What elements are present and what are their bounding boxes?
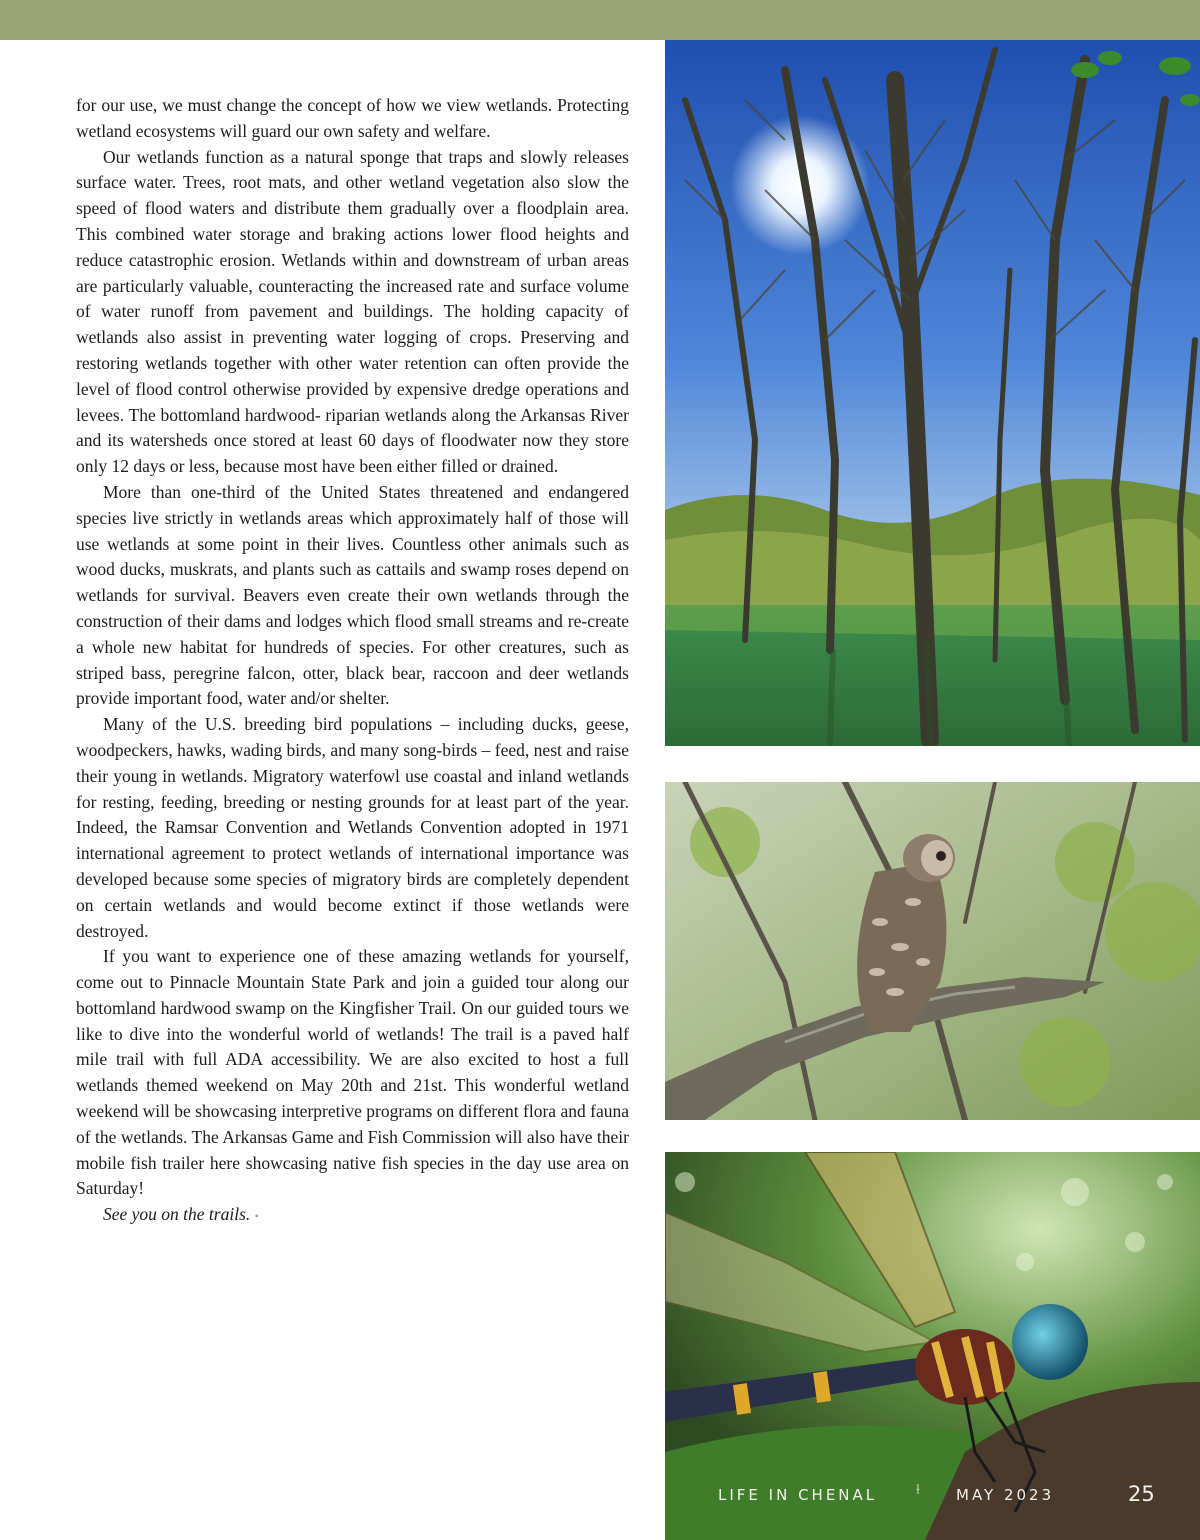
issue-date: MAY 2023 (956, 1486, 1055, 1504)
page-number: 25 (1128, 1482, 1155, 1506)
article-paragraph: More than one-third of the United States threatened and endangered species live strictly in wetlands areas which approximately half of those will use wetlands at some point in their lives. Countless other animals such as wood ducks, muskrats, and plants such as cattails and swamp roses depend on wetlands for survival. Beavers even create their own wetlands through the construction of their dams and lodges which flood small streams and re-create a whole new habitat for hundreds of species. For other creatures, such as striped bass, peregrine falcon, otter, black bear, raccoon and deer wetlands provide important food, water and/or shelter. (76, 481, 629, 709)
header-color-band (0, 0, 1200, 40)
barred-owl-photo (665, 782, 1200, 1120)
article-signoff (76, 1202, 629, 1230)
swamp-trees-photo (665, 40, 1200, 746)
signoff-text: See you on the trails. (103, 1204, 251, 1225)
dragonfly-photo (665, 1152, 1200, 1540)
article-body (76, 93, 629, 1230)
article-paragraph: Many of the U.S. breeding bird populations – including ducks, geese, woodpeckers, hawks, wading birds, and many song-birds – feed, nest and raise their young in wetlands. Migratory waterfowl use coastal and inland wetlands for resting, feeding, breeding or nesting grounds for at least part of the year. Indeed, the Ramsar Convention and Wetlands Convention adopted in 1971 international agreement to protect wetlands of international importance was developed because some species of migratory birds are completely dependent on certain wetlands and would become extinct if those wetlands were destroyed. (76, 714, 629, 941)
page-footer (718, 1480, 1168, 1516)
footer-separator-icon: ⟊ (916, 1480, 923, 1498)
publication-name: LIFE IN CHENAL (718, 1486, 878, 1504)
article-paragraph: If you want to experience one of these amazing wetlands for yourself, come out to Pinnacle Mountain State Park and join a guided tour along our bottomland hardwood swamp on the Kingfisher Trail. On our guided tours we like to dive into the wonderful world of wetlands! The trail is a paved half mile trail with full ADA accessibility. We are also excited to host a full wetlands themed weekend on May 20th and 21st. This wonderful wetland weekend will be showcasing interpretive programs on different flora and fauna of the wetlands. The Arkansas Game and Fish Commission will also have their mobile fish trailer here showcasing native fish species in the day use area on Saturday! (76, 946, 629, 1199)
article-paragraph: for our use, we must change the concept of how we view wetlands. Protecting wetland ecosystems will guard our own safety and welfare. (76, 95, 629, 141)
end-mark: • (254, 1209, 259, 1224)
article-paragraph: Our wetlands function as a natural sponge that traps and slowly releases surface water. Trees, root mats, and other wetland vegetation also slow the speed of flood waters and distribute them gradually over a floodplain area. This combined water storage and braking actions lower flood heights and reduce catastrophic erosion. Wetlands within and downstream of urban areas are particularly valuable, counteracting the increased rate and surface volume of water runoff from pavement and buildings. The holding capacity of wetlands also assist in preventing water logging of crops. Preserving and restoring wetlands together with other water retention can often provide the level of flood control otherwise provided by expensive dredge operations and levees. The bottomland hardwood- riparian wetlands along the Arkansas River and its watersheds once stored at least 60 days of floodwater now they store only 12 days or less, because most have been either filled or drained. (76, 146, 629, 477)
